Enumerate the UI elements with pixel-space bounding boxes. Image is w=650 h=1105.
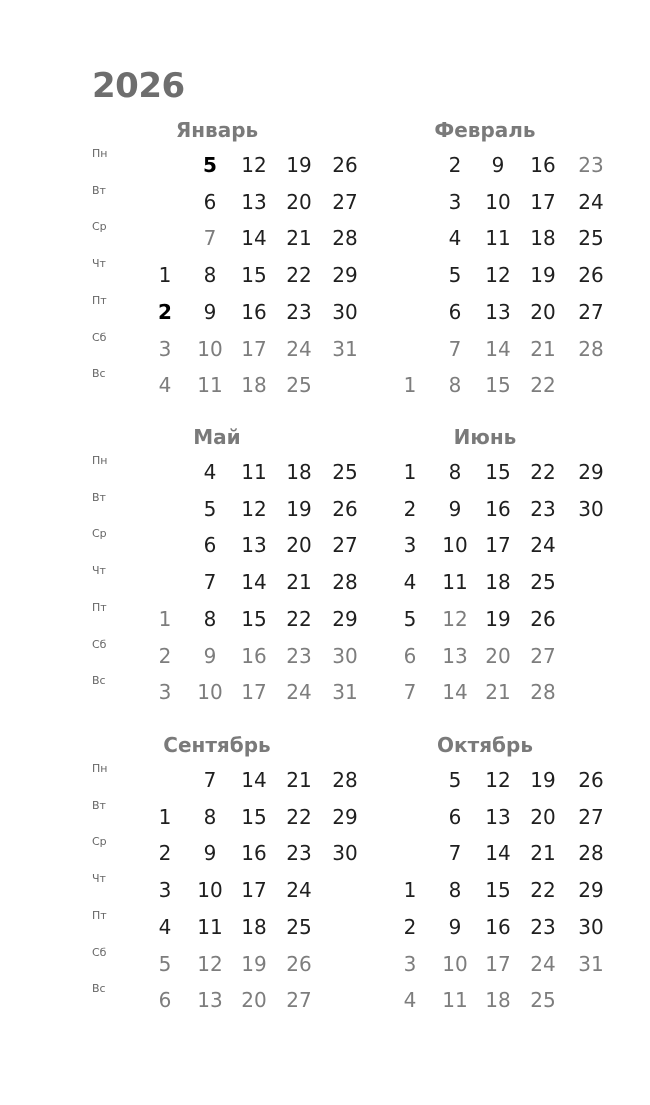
day-cell: 1 xyxy=(158,804,172,829)
day-cell: 8 xyxy=(448,373,462,398)
day-cell: 28 xyxy=(332,226,358,251)
day-cell: 27 xyxy=(332,533,358,558)
day-cell: 24 xyxy=(530,533,556,558)
day-cell: 25 xyxy=(332,460,358,484)
day-cell: 29 xyxy=(332,606,358,631)
day-cell: 28 xyxy=(578,336,604,361)
day-cell: 12 xyxy=(197,951,223,976)
day-cell: 20 xyxy=(485,643,511,668)
day-cell: 31 xyxy=(332,336,358,361)
weekday-label: Вт xyxy=(92,183,106,197)
day-cell: 3 xyxy=(403,533,417,558)
day-cell: 22 xyxy=(286,804,312,829)
day-cell: 10 xyxy=(197,680,223,705)
day-cell: 3 xyxy=(448,189,462,214)
day-cell: 20 xyxy=(241,988,267,1013)
day-cell: 3 xyxy=(158,878,172,903)
day-cell: 31 xyxy=(332,680,358,705)
day-cell: 28 xyxy=(332,570,358,595)
day-cell: 7 xyxy=(203,226,217,251)
day-cell: 2 xyxy=(158,299,172,324)
day-cell: 23 xyxy=(286,299,312,324)
day-cell: 5 xyxy=(403,606,417,631)
day-cell: 2 xyxy=(403,914,417,939)
day-cell: 29 xyxy=(332,263,358,288)
day-cell: 10 xyxy=(197,878,223,903)
month-title: Февраль xyxy=(434,118,536,142)
weekday-label: Пн xyxy=(92,454,108,467)
weekday-label: Чт xyxy=(92,257,106,271)
day-cell: 26 xyxy=(332,153,358,177)
day-cell: 12 xyxy=(241,496,267,521)
day-cell: 30 xyxy=(332,299,358,324)
day-cell: 26 xyxy=(578,768,604,792)
day-cell: 15 xyxy=(485,373,511,398)
day-cell: 3 xyxy=(158,336,172,361)
day-cell: 15 xyxy=(485,460,511,484)
day-cell: 19 xyxy=(241,951,267,976)
day-cell: 13 xyxy=(442,643,468,668)
weekday-label: Пт xyxy=(92,908,107,922)
month-title: Июнь xyxy=(453,425,517,449)
day-cell: 13 xyxy=(241,189,267,214)
day-cell: 5 xyxy=(448,768,462,792)
day-cell: 8 xyxy=(203,263,217,288)
day-cell: 22 xyxy=(286,606,312,631)
day-cell: 4 xyxy=(158,914,172,939)
day-cell: 16 xyxy=(241,643,267,668)
day-cell: 17 xyxy=(241,680,267,705)
day-cell: 3 xyxy=(403,951,417,976)
day-cell: 6 xyxy=(203,533,217,558)
day-cell: 15 xyxy=(241,804,267,829)
day-cell: 18 xyxy=(485,988,511,1013)
day-cell: 24 xyxy=(286,680,312,705)
day-cell: 15 xyxy=(241,606,267,631)
day-cell: 23 xyxy=(530,914,556,939)
day-cell: 14 xyxy=(241,768,267,792)
day-cell: 25 xyxy=(286,373,312,398)
day-cell: 21 xyxy=(530,336,556,361)
weekday-label: Пт xyxy=(92,600,107,614)
day-cell: 26 xyxy=(286,951,312,976)
day-cell: 22 xyxy=(530,878,556,903)
day-cell: 20 xyxy=(286,533,312,558)
day-cell: 21 xyxy=(286,570,312,595)
day-cell: 2 xyxy=(403,496,417,521)
month-title: Январь xyxy=(175,118,259,142)
day-cell: 25 xyxy=(286,914,312,939)
day-cell: 14 xyxy=(241,570,267,595)
day-cell: 19 xyxy=(286,153,312,177)
day-cell: 7 xyxy=(203,570,217,595)
day-cell: 26 xyxy=(578,263,604,288)
day-cell: 9 xyxy=(203,299,217,324)
month-title: Май xyxy=(193,425,241,449)
day-cell: 7 xyxy=(203,768,217,792)
day-cell: 27 xyxy=(530,643,556,668)
day-cell: 11 xyxy=(197,914,223,939)
day-cell: 6 xyxy=(448,299,462,324)
day-cell: 25 xyxy=(530,570,556,595)
day-cell: 28 xyxy=(578,841,604,866)
day-cell: 17 xyxy=(241,878,267,903)
day-cell: 8 xyxy=(448,878,462,903)
day-cell: 14 xyxy=(241,226,267,251)
day-cell: 15 xyxy=(485,878,511,903)
weekday-label: Пн xyxy=(92,147,108,160)
weekday-label: Ср xyxy=(92,527,107,541)
day-cell: 1 xyxy=(158,606,172,631)
day-cell: 11 xyxy=(442,570,468,595)
day-cell: 27 xyxy=(578,299,604,324)
day-cell: 17 xyxy=(241,336,267,361)
day-cell: 3 xyxy=(158,680,172,705)
day-cell: 27 xyxy=(578,804,604,829)
day-cell: 23 xyxy=(286,643,312,668)
day-cell: 16 xyxy=(485,914,511,939)
weekday-label: Чт xyxy=(92,564,106,578)
day-cell: 20 xyxy=(530,804,556,829)
day-cell: 10 xyxy=(485,189,511,214)
day-cell: 2 xyxy=(158,841,172,866)
day-cell: 8 xyxy=(203,606,217,631)
day-cell: 17 xyxy=(485,951,511,976)
day-cell: 15 xyxy=(241,263,267,288)
day-cell: 13 xyxy=(485,804,511,829)
day-cell: 2 xyxy=(448,153,462,177)
weekday-label: Пт xyxy=(92,293,107,307)
day-cell: 5 xyxy=(448,263,462,288)
day-cell: 8 xyxy=(448,460,462,484)
day-cell: 11 xyxy=(485,226,511,251)
day-cell: 9 xyxy=(203,643,217,668)
year-title: 2026 xyxy=(92,66,185,106)
day-cell: 24 xyxy=(286,336,312,361)
day-cell: 1 xyxy=(158,263,172,288)
day-cell: 12 xyxy=(241,153,267,177)
day-cell: 19 xyxy=(530,263,556,288)
day-cell: 12 xyxy=(485,768,511,792)
day-cell: 16 xyxy=(530,153,556,177)
weekday-label: Сб xyxy=(92,637,107,651)
day-cell: 21 xyxy=(286,768,312,792)
day-cell: 19 xyxy=(286,496,312,521)
day-cell: 30 xyxy=(332,643,358,668)
day-cell: 24 xyxy=(286,878,312,903)
day-cell: 4 xyxy=(158,373,172,398)
day-cell: 11 xyxy=(241,460,267,484)
day-cell: 28 xyxy=(530,680,556,705)
day-cell: 24 xyxy=(530,951,556,976)
day-cell: 12 xyxy=(485,263,511,288)
day-cell: 4 xyxy=(403,570,417,595)
day-cell: 21 xyxy=(530,841,556,866)
day-cell: 6 xyxy=(403,643,417,668)
day-cell: 30 xyxy=(578,914,604,939)
day-cell: 12 xyxy=(442,606,468,631)
day-cell: 26 xyxy=(332,496,358,521)
weekday-label: Вт xyxy=(92,490,106,504)
day-cell: 17 xyxy=(530,189,556,214)
day-cell: 16 xyxy=(241,841,267,866)
day-cell: 28 xyxy=(332,768,358,792)
day-cell: 8 xyxy=(203,804,217,829)
day-cell: 5 xyxy=(203,496,217,521)
day-cell: 23 xyxy=(286,841,312,866)
weekday-label: Вс xyxy=(92,982,106,996)
weekday-label: Сб xyxy=(92,945,107,959)
weekday-label: Чт xyxy=(92,872,106,886)
day-cell: 25 xyxy=(578,226,604,251)
day-cell: 20 xyxy=(286,189,312,214)
day-cell: 14 xyxy=(485,336,511,361)
day-cell: 23 xyxy=(578,153,604,177)
weekday-label: Сб xyxy=(92,330,107,344)
day-cell: 31 xyxy=(578,951,604,976)
day-cell: 20 xyxy=(530,299,556,324)
day-cell: 25 xyxy=(530,988,556,1013)
day-cell: 4 xyxy=(203,460,217,484)
day-cell: 27 xyxy=(332,189,358,214)
day-cell: 18 xyxy=(485,570,511,595)
day-cell: 7 xyxy=(448,336,462,361)
weekday-label: Ср xyxy=(92,835,107,849)
day-cell: 9 xyxy=(491,153,505,177)
day-cell: 16 xyxy=(241,299,267,324)
day-cell: 16 xyxy=(485,496,511,521)
month-title: Октябрь xyxy=(437,733,533,757)
day-cell: 11 xyxy=(442,988,468,1013)
day-cell: 21 xyxy=(286,226,312,251)
weekday-label: Пн xyxy=(92,762,108,775)
day-cell: 18 xyxy=(241,914,267,939)
day-cell: 30 xyxy=(578,496,604,521)
weekday-label: Вс xyxy=(92,367,106,381)
day-cell: 9 xyxy=(448,914,462,939)
day-cell: 13 xyxy=(241,533,267,558)
day-cell: 10 xyxy=(442,533,468,558)
day-cell: 22 xyxy=(530,460,556,484)
day-cell: 1 xyxy=(403,460,417,484)
day-cell: 27 xyxy=(286,988,312,1013)
day-cell: 19 xyxy=(485,606,511,631)
day-cell: 23 xyxy=(530,496,556,521)
day-cell: 29 xyxy=(578,460,604,484)
day-cell: 9 xyxy=(448,496,462,521)
day-cell: 5 xyxy=(203,153,217,177)
day-cell: 1 xyxy=(403,373,417,398)
day-cell: 6 xyxy=(203,189,217,214)
day-cell: 21 xyxy=(485,680,511,705)
day-cell: 1 xyxy=(403,878,417,903)
day-cell: 7 xyxy=(403,680,417,705)
day-cell: 10 xyxy=(442,951,468,976)
day-cell: 14 xyxy=(442,680,468,705)
day-cell: 26 xyxy=(530,606,556,631)
day-cell: 17 xyxy=(485,533,511,558)
day-cell: 6 xyxy=(448,804,462,829)
day-cell: 7 xyxy=(448,841,462,866)
day-cell: 4 xyxy=(403,988,417,1013)
day-cell: 24 xyxy=(578,189,604,214)
weekday-label: Ср xyxy=(92,220,107,234)
day-cell: 29 xyxy=(332,804,358,829)
day-cell: 22 xyxy=(530,373,556,398)
day-cell: 11 xyxy=(197,373,223,398)
day-cell: 13 xyxy=(197,988,223,1013)
weekday-label: Вт xyxy=(92,798,106,812)
day-cell: 14 xyxy=(485,841,511,866)
month-title: Сентябрь xyxy=(163,733,271,757)
day-cell: 22 xyxy=(286,263,312,288)
day-cell: 29 xyxy=(578,878,604,903)
day-cell: 13 xyxy=(485,299,511,324)
day-cell: 30 xyxy=(332,841,358,866)
day-cell: 6 xyxy=(158,988,172,1013)
day-cell: 18 xyxy=(241,373,267,398)
weekday-label: Вс xyxy=(92,674,106,688)
day-cell: 5 xyxy=(158,951,172,976)
day-cell: 18 xyxy=(286,460,312,484)
day-cell: 9 xyxy=(203,841,217,866)
day-cell: 4 xyxy=(448,226,462,251)
day-cell: 2 xyxy=(158,643,172,668)
day-cell: 19 xyxy=(530,768,556,792)
day-cell: 10 xyxy=(197,336,223,361)
day-cell: 18 xyxy=(530,226,556,251)
